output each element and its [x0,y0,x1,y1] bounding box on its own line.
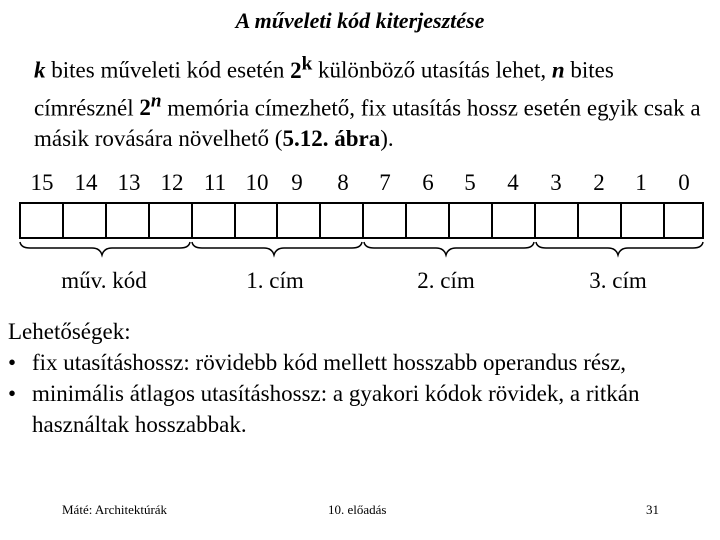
instruction-register-diagram [0,195,720,270]
footer-course: Máté: Architektúrák [62,502,168,517]
bit-number: 12 [160,170,184,195]
para-text-1: bites műveleti kód esetén [45,57,291,83]
bit-number: 3 [550,170,562,195]
para-text-5: ). [380,126,394,152]
intro-paragraph [34,48,704,154]
bit-cells [20,203,703,238]
register-outline [20,203,703,238]
var-k: k [34,57,46,83]
para-text-4: memória címezhető, fix utasítás hossz esetén egyik csak a másik rovására növelhető ( [34,95,701,152]
bit-number: 0 [678,170,690,195]
list-item [8,378,713,440]
power-base: 2 [139,95,151,121]
bit-number: 14 [74,170,98,195]
bit-number: 2 [593,170,605,195]
bit-number: 4 [507,170,519,195]
bit-number: 13 [117,170,141,195]
bit-number: 5 [464,170,476,195]
bit-number: 9 [291,170,303,195]
bullet-icon: • [8,381,17,406]
bit-number: 8 [337,170,349,195]
footer-lecture: 10. előadás [328,502,387,517]
slide-title: A műveleti kód kiterjesztése [235,8,485,33]
bullet-icon: • [8,350,17,375]
para-text-2: különböző utasítás lehet, [312,57,552,83]
footer-page-number: 31 [646,502,659,517]
options-section [8,316,713,440]
figure-reference: 5.12. ábra [282,126,381,152]
option-text: minimális átlagos utasításhossz: a gyakori kódok rövidek, a ritkán használtak hosszabbak. [32,381,640,437]
power-exponent: k [301,53,313,74]
bit-number: 6 [422,170,434,195]
field-label-opcode: műv. kód [61,268,147,293]
field-label-address-3: 3. cím [589,268,647,293]
power-exponent: n [150,90,162,112]
bit-number: 7 [379,170,391,195]
power-base: 2 [290,57,302,83]
field-label-address-2: 2. cím [417,268,475,293]
power-2n [139,90,162,121]
brace-opcode [20,242,190,255]
bit-number: 10 [245,170,269,195]
para-text-3: bites címrésznél [34,57,614,121]
option-text: fix utasításhossz: rövidebb kód mellett hosszabb operandus rész, [32,350,627,375]
var-n: n [551,57,565,83]
brace-address-3 [536,242,703,255]
brace-address-1 [192,242,362,255]
list-item [8,347,713,378]
field-label-address-1: 1. cím [246,268,304,293]
bit-number: 15 [30,170,54,195]
power-2k [290,53,313,83]
bit-number: 1 [635,170,647,195]
bit-number: 11 [203,170,227,195]
options-heading: Lehetőségek: [8,319,131,344]
brace-address-2 [364,242,534,255]
